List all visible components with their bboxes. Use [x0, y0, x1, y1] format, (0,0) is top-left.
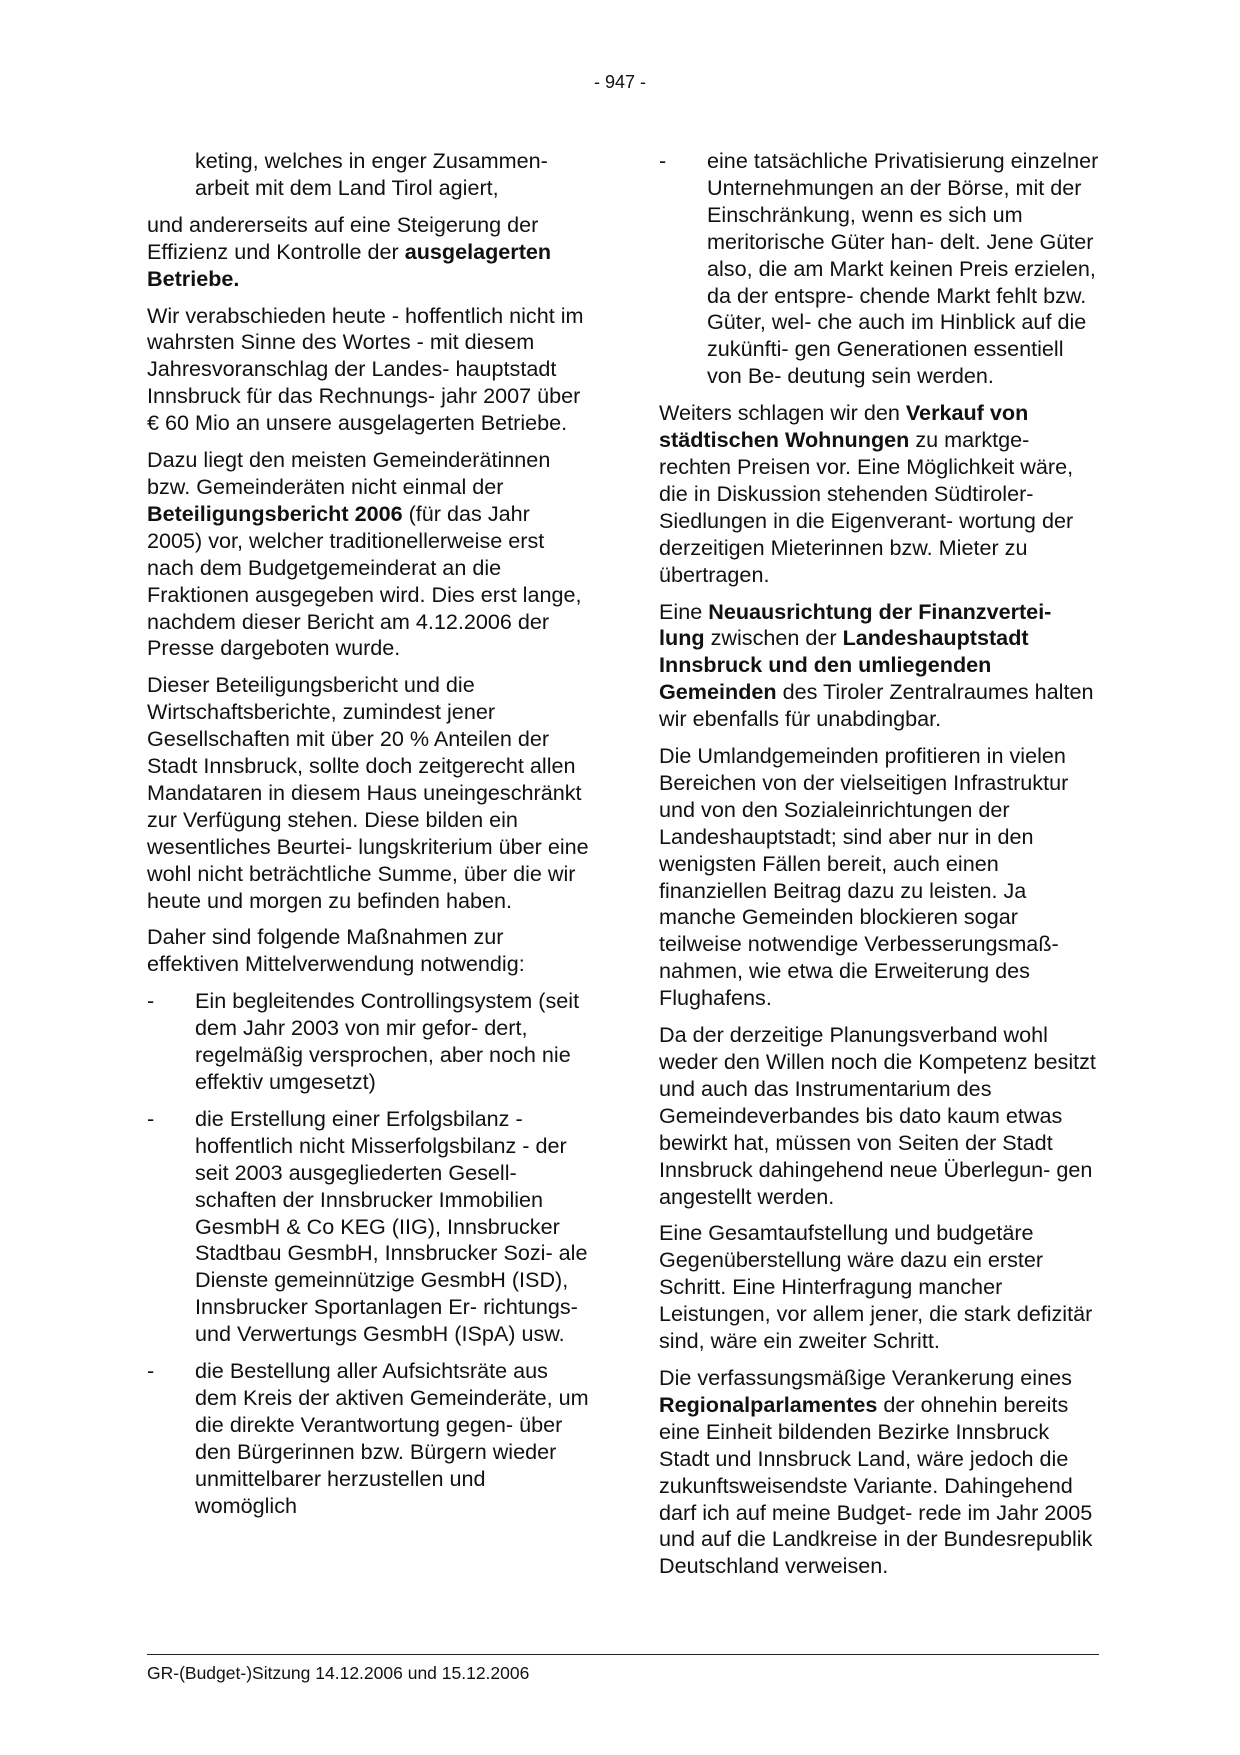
footer-divider: [147, 1654, 1099, 1655]
list-item-text: eine tatsächliche Privatisierung einzelner Unternehmungen an der Börse, mit der Einschränkung, wenn es sich um meritorische Güter han- delt. Jene Güter also, die am Markt keinen Preis erzielen, da der entspre- chende Markt fehlt bzw. Güter, wel- che auch im Hinblick auf die zukünfti- gen Generationen essentiell von Be- deutung sein werden.: [707, 148, 1099, 389]
paragraph-planning-association: Da der derzeitige Planungsverband wohl weder den Willen noch die Kompetenz besitzt und auch das Instrumentarium des Gemeindeverbandes bis dato kaum etwas bewirkt hat, müssen von Seiten der Stadt Innsbruck dahingehend neue Überlegun- gen angestellt werden.: [659, 1022, 1096, 1209]
bold-run: Beteiligungsbericht 2006: [147, 500, 403, 526]
paragraph-efficiency: [147, 212, 590, 293]
text-run: Die verfassungsmäßige Verankerung eines: [659, 1364, 1072, 1390]
list-item: [147, 988, 590, 1096]
list-item: [659, 148, 1099, 390]
paragraph-regional-parliament: [659, 1365, 1099, 1580]
text-run: der ohnehin bereits eine Einheit bildenden Bezirke Innsbruck Stadt und Innsbruck Land, wäre jedoch die zukunftsweisendste Variante. Dahingehend darf ich auf meine Budget- rede im Jahr 2005 und auf die Landkreise in der Bundesrepublik Deutschland verweisen.: [659, 1391, 1093, 1579]
paragraph-continuation: keting, welches in enger Zusammen- arbeit mit dem Land Tirol agiert,: [195, 148, 548, 200]
dash-bullet: -: [147, 1105, 155, 1131]
bold-run: Neuausrichtung der Finanzvertei- lung: [659, 598, 1052, 651]
page-number: - 947 -: [593, 72, 647, 92]
paragraph-economic-reports: Dieser Beteiligungsbericht und die Wirtschaftsberichte, zumindest jener Gesellschaften mit über 20 % Anteilen der Stadt Innsbruck, sollte doch zeitgerecht allen Mandataren in diesem Haus uneingeschränkt zur Verfügung stehen. Diese bilden ein wesentliches Beurtei- lungskriterium über eine wohl nicht beträchtliche Summe, über die wir heute und morgen zu befinden haben.: [147, 672, 589, 913]
left-column: [147, 148, 590, 1530]
right-column: [659, 148, 1099, 1590]
paragraph-budget-approval: Wir verabschieden heute - hoffentlich nicht im wahrsten Sinne des Wortes - mit diesem Jahresvoranschlag der Landes- hauptstadt Innsbruck für das Rechnungs- jahr 2007 über € 60 Mio an unsere ausgelagerten Betriebe.: [147, 302, 584, 436]
text-run: zu marktge- rechten Preisen vor. Eine Möglichkeit wäre, die in Diskussion stehenden Südtiroler-Siedlungen in die Eigenverant- wortung der derzeitigen Mieterinnen bzw. Mieter zu übertragen.: [659, 427, 1074, 587]
paragraph-surrounding-municipalities: Die Umlandgemeinden profitieren in vielen Bereichen von der vielseitigen Infrastruktur und von den Sozialeinrichtungen der Landeshauptstadt; sind aber nur in den wenigsten Fällen bereit, auch einen finanziellen Beitrag dazu zu leisten. Ja manche Gemeinden blockieren sogar teilweise notwendige Verbesserungsmaß- nahmen, wie etwa die Erweiterung des Flughafens.: [659, 743, 1069, 1011]
paragraph-housing-sale: [659, 400, 1099, 588]
text-run: Dazu liegt den meisten Gemeinderätinnen bzw. Gemeinderäten nicht einmal der: [147, 447, 551, 499]
text-run: (für das Jahr 2005) vor, welcher traditionellerweise erst nach dem Budgetgemeinderat an die Fraktionen ausgegeben wird. Dies erst lange, nachdem dieser Bericht am 4.12.2006 der Presse dargeboten wurde.: [147, 500, 582, 661]
bold-run: Verkauf von städtischen Wohnungen: [659, 400, 1029, 453]
paragraph-measures-intro: Daher sind folgende Maßnahmen zur effektiven Mittelverwendung notwendig:: [147, 924, 525, 977]
dash-bullet: -: [147, 988, 155, 1014]
bold-run: Landeshauptstadt Innsbruck und den umliegenden Gemeinden: [659, 625, 1029, 705]
text-run: Eine: [659, 598, 709, 624]
text-run: und andererseits auf eine Steigerung der Effizienz und Kontrolle der: [147, 211, 539, 264]
paragraph-financial-distribution: [659, 599, 1099, 734]
text-run: zwischen der: [704, 625, 843, 651]
paragraph-participation-report: [147, 447, 590, 662]
text-run: des Tiroler Zentralraumes halten wir ebenfalls für unabdingbar.: [659, 679, 1094, 732]
text-run: Weiters schlagen wir den: [659, 400, 906, 426]
list-item-text: die Bestellung aller Aufsichtsräte aus dem Kreis der aktiven Gemeinderäte, um die direkte Verantwortung gegen- über den Bürgerinnen bzw. Bürgern wieder unmittelbarer herzustellen und womöglich: [195, 1358, 589, 1518]
bold-run: Regionalparlamentes: [659, 1391, 878, 1417]
list-item-text: die Erstellung einer Erfolgsbilanz - hoffentlich nicht Misserfolgsbilanz - der seit 2003 ausgegliederten Gesell- schaften der Innsbrucker Immobilien GesmbH & Co KEG (IIG), Innsbrucker Stadtbau GesmbH, Innsbrucker Sozi- ale Dienste gemeinnützige GesmbH (ISD), Innsbrucker Sportanlagen Er- richtungs- und Verwertungs GesmbH (ISpA) usw.: [195, 1105, 588, 1347]
list-item-text: Ein begleitendes Controllingsystem (seit dem Jahr 2003 von mir gefor- dert, regelmäßig versprochen, aber noch nie effektiv umgesetzt): [195, 988, 580, 1094]
list-item: [147, 1106, 590, 1348]
paragraph-overview: Eine Gesamtaufstellung und budgetäre Gegenüberstellung wäre dazu ein erster Schritt. Eine Hinterfragung mancher Leistungen, vor allem jener, die stark defizitär sind, wäre ein zweiter Schritt.: [659, 1220, 1093, 1354]
bold-run: ausgelagerten Betriebe.: [147, 238, 552, 291]
footer-text: GR-(Budget-)Sitzung 14.12.2006 und 15.12.2006: [147, 1663, 530, 1683]
dash-bullet: -: [147, 1358, 155, 1384]
dash-bullet: -: [659, 148, 667, 173]
list-item: [147, 1358, 590, 1519]
